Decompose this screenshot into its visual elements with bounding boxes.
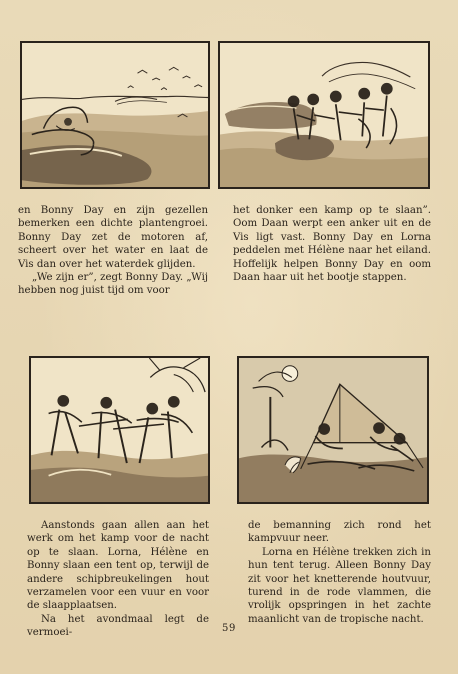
shore-landing-illustration	[220, 43, 428, 187]
panel-boat-arrival	[20, 41, 210, 189]
text-block-3-paragraph-1: Aanstonds gaan allen aan het werk om het kamp voor de nacht op te slaan. Lorna, Hélène en Bonny slaan een tent op, terwijl de andere schipbreukelingen hout verzamelen voor een vuur en voor de slaapplaatsen.	[27, 520, 209, 612]
text-block-1-paragraph-1: en Bonny Day en zijn gezellen bemerken een dichte plantengroei. Bonny Day zet de motoren af, scheert over het water en laat de Vis dan over het waterdek glijden.	[18, 205, 208, 270]
page-number: 59	[222, 623, 236, 634]
text-block-3-paragraph-2: Na het avondmaal legt de vermoei-	[27, 613, 209, 639]
text-block-4-paragraph-2: Lorna en Hélène trekken zich in hun tent terug. Alleen Bonny Day zit voor het knetterende houtvuur, turend in de rode vlammen, die vrolijk opspringen in het zachte maanlicht van de tropische nacht.	[248, 546, 431, 625]
panel-shore-landing	[218, 41, 430, 189]
text-block-1-paragraph-2: „We zijn er”, zegt Bonny Day. „Wij hebben nog juist tijd om voor	[18, 272, 208, 297]
text-block-4-paragraph-1: de bemanning zich rond het kampvuur neer.	[248, 520, 431, 545]
text-block-2-paragraph-1: het donker een kamp op te slaan”. Oom Daan werpt een anker uit en de Vis ligt vast. Bonny Day en Lorna peddelen met Hélène naar het eiland. Hoffelijk helpen Bonny Day en oom Daan haar uit het bootje stappen.	[233, 205, 431, 284]
text-block-4	[248, 519, 431, 626]
text-block-1	[18, 204, 208, 298]
panel-camp-building	[29, 356, 210, 504]
camp-building-illustration	[31, 358, 208, 502]
boat-arrival-illustration	[22, 43, 208, 187]
text-block-3	[27, 519, 209, 640]
panel-night-camp	[237, 356, 429, 504]
night-camp-illustration	[239, 358, 427, 502]
text-block-2	[233, 204, 431, 284]
